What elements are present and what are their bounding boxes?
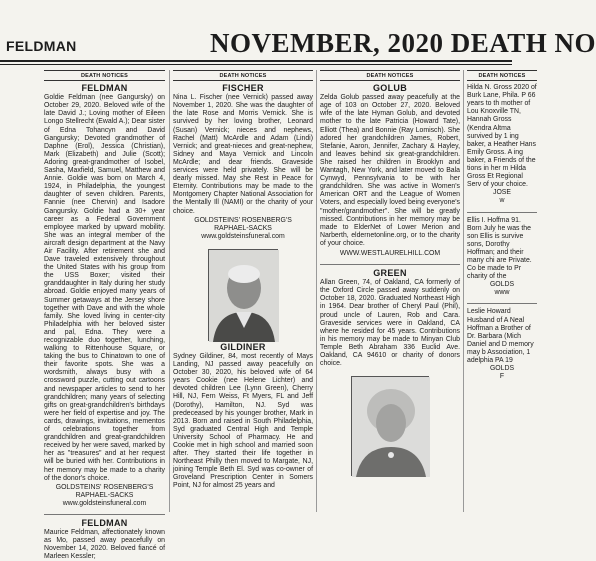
funeral-home-line: GOLDS xyxy=(489,365,515,373)
obituary-name: GOLUB xyxy=(373,83,407,94)
section-label: DEATH NOTICES xyxy=(173,70,313,81)
obituary-name: FISCHER xyxy=(222,83,264,94)
obituary-body: Leslie Howard Husband of A Neal Hoffman a Brother of Dr. Barbara (Mich Daniel and D memory may b Association, 1 adelphia PA 19 xyxy=(467,308,534,364)
website-link[interactable]: WWW.WESTLAURELHILL.COM xyxy=(339,249,441,257)
divider xyxy=(320,264,460,265)
column-3 xyxy=(320,70,460,478)
column-divider xyxy=(463,70,464,512)
column-2 xyxy=(173,70,313,491)
divider xyxy=(467,303,537,304)
funeral-home-line: RAPHAEL-SACKS xyxy=(214,224,272,232)
funeral-home-line: GOLDSTEINS' ROSENBERG'S xyxy=(55,483,154,491)
funeral-home-link[interactable]: w xyxy=(499,197,505,205)
funeral-home-link[interactable]: www xyxy=(494,289,510,297)
divider xyxy=(467,212,537,213)
green-photo xyxy=(351,376,429,476)
obituary-name: FELDMAN xyxy=(81,517,128,528)
column-divider xyxy=(316,70,317,512)
obituary-name: GREEN xyxy=(373,268,407,279)
funeral-home-link[interactable]: www.goldsteinsfuneral.com xyxy=(62,499,147,507)
obituary-body: Ellis I. Hoffma 91. Born July he was the son Ellis is survive sons, Dorothy Hoffman; and their many chi are Private. Co be made to Pr charity of the xyxy=(467,216,532,281)
funeral-home-line: GOLDSTEINS' ROSENBERG'S xyxy=(194,216,292,224)
gildiner-photo xyxy=(208,249,278,341)
funeral-home-line: F xyxy=(499,373,505,381)
section-label: DEATH NOTICES xyxy=(467,70,537,81)
funeral-home-signature xyxy=(44,484,165,508)
portrait-image xyxy=(209,250,279,342)
funeral-home-signature xyxy=(173,217,313,241)
section-name: FELDMAN xyxy=(6,38,77,54)
obituary-body: Allan Green, 74, of Oakland, CA formerly of the Oxford Circle passed away suddenly on October 18, 2020. Graduated Northeast High in 1964. Dear brother of Cheryl Paul (Phil), proud uncle of Lauren, Rob and Cara. Graveside services were in Oakland, CA where he resided for 45 years. Contributions in his memory may be made to Minyan Club Temple Beth Abraham 336 Euclid Ave. Oakland, CA 94610 or charity of donors choice. xyxy=(320,279,460,368)
obituary-name: FELDMAN xyxy=(81,83,128,94)
column-1 xyxy=(44,70,165,561)
obituary-body: Nina L. Fischer (nee Vernick) passed away November 1, 2020. She was the daughter of the late Rose and Morris Vernick. She is survived by her loving brother, Leonard (Susan) Vernick; nieces and nephews, Rachel (Matt) McArdle and Adam (Lindi) Vernick; and great-nieces and great-nephew, Sidney and Maya Vernick and Lincoln McArdle; and dear friends. Graveside services were held privately. She will be dearly missed. May she Rest in Peace for Eternity. Contributions may be made to the Montgomery Chapter National Association for the Mentally Ill (NAMI) or the charity of your choice. xyxy=(173,94,313,215)
section-label: DEATH NOTICES xyxy=(44,70,165,81)
obituary-body: Sydney Gildiner, 84, most recently of Mays Landing, NJ passed away peacefully on October 30, 2020, his beloved wife of 64 years Cookie (nee Helene Lichter) and devoted children Lee (Lynn Green), Cherry Hill, NJ, Fern Weiss, Ft Myers, FL and Jeff (Dorothy), Hamilton, NJ. Syd was predeceased by his younger brother, Mark in 2013. Born and raised in South Philadelphia, Syd graduated Central High and Temple University School of Pharmacy. He and Cookie met in high school and married soon after. They started their life together in Northeast Philly then moved to Margate, NJ, joining Temple Beth El. Syd was co-owner of Groveland Prescription Center in Somers Point, NJ for almost 25 years and xyxy=(173,352,313,490)
obituary-body: Hilda N. Gross 2020 of Burk Lane, Phila. P 66 years to th mother of Lou Knoxville TN, Hannah Gross (Kendra Altma survived by 1 ing baker, a Heather Hans Emily Gross. A ing baker, a Friends of the tions in her m Hilda Gross Et Regional Serv of your choice. xyxy=(467,84,537,189)
page-title: NOVEMBER, 2020 DEATH NO xyxy=(210,28,596,58)
funeral-home-link[interactable]: www.goldsteinsfuneral.com xyxy=(201,232,285,240)
funeral-home-line: GOLDS xyxy=(489,281,515,289)
obituary-name: GILDINER xyxy=(220,341,266,352)
funeral-home-line: RAPHAEL-SACKS xyxy=(75,491,134,499)
obituary-body: Maurice Feldman, affectionately known as Mo, passed away peacefully on November 14, 2020. Beloved fiancé of Marleen Kessler; xyxy=(44,529,165,561)
portrait-image xyxy=(352,377,430,477)
column-divider xyxy=(169,70,170,512)
header-rule-bottom xyxy=(0,64,512,65)
column-4 xyxy=(467,70,537,381)
divider xyxy=(44,514,165,515)
obituary-body: Goldie Feldman (nee Gangursky) on October 29, 2020. Beloved wife of the late David J.; Loving mother of Eileen Longo Stellrecht (Ewald A.); Dear sister of Edna Tohancyn and David Gangursky; Devoted grandmother of Daphne (Erol), Jessica (Christian), Mark (Elizabeth) and Julie (Scott); Adoring great-grandmother of Isobel, Sasha, Maxfield, Samuel, Matthew and Annie. Goldie was born on March 4, 1924, in Philadelphia, the youngest daughter of seven children. Parents, Fannie (nee Chervin) and Isadore Gangursky. Goldie had a 30+ year career as a Federal Government employee marked by upward mobility. She was an integral member of the aircraft design department at the Navy Air Facility. After retirement she and Dave traveled extensively throughout the United States with his group from the USS Boxer; visited their granddaughter in Italy during her study abroad. Goldie enjoyed many years of Summer getaways at the Jersey shore together with Dave and with the whole family. She loved living in center-city Philadelphia with her beloved sister and pal, Edna. They were a recognizable duo together, lunching, walking to Rittenhouse Square, or taking the bus to Chinatown to one of their favorite spots. She was a wordsmith, always busy with a crossword puzzle, cutting out cartoons and newspaper articles to send to her grandchildren; many years of selecting gifts on great-grandchildren's birthdays were her field of expertise and joy. The cards, drawings, invitations, mementos of celebrations together from grandchildren and great-grandchildren received by her were saved, marked by her as "treasures" and at her request will be buried with her. Contributions in her memory may be made to a charity of the donor's choice. xyxy=(44,94,165,482)
section-label: DEATH NOTICES xyxy=(320,70,460,81)
header-rule-top xyxy=(0,60,512,62)
obituary-body: Zelda Golub passed away peacefully at the age of 103 on October 27, 2020. Beloved wife of the late Hyman Golub, and devoted mother to the late Patricia (Howard Tate), Elliott (Thea) and Bonnie (Ray Lomisch). She adored her grandchildren James, Robert, Stefanie, Aaron, Jennifer, Zachary & Hayley, and leaves behind six great-grandchildren. She raised her children in Brooklyn and Wantagh, New York, and later moved to Bala Cynwyd, Pennsylvania to be with her grandchildren. She was active in Women's American ORT and the League of Women Voters, and especially loved being everyone's "mother/grandmother". She will be greatly missed. Contributions in her memory may be made to ElderNet of Lower Merion and Narberth, eldernetonline.org, or to the charity of your choice. xyxy=(320,94,460,247)
funeral-home-line: JOSE xyxy=(493,189,511,197)
